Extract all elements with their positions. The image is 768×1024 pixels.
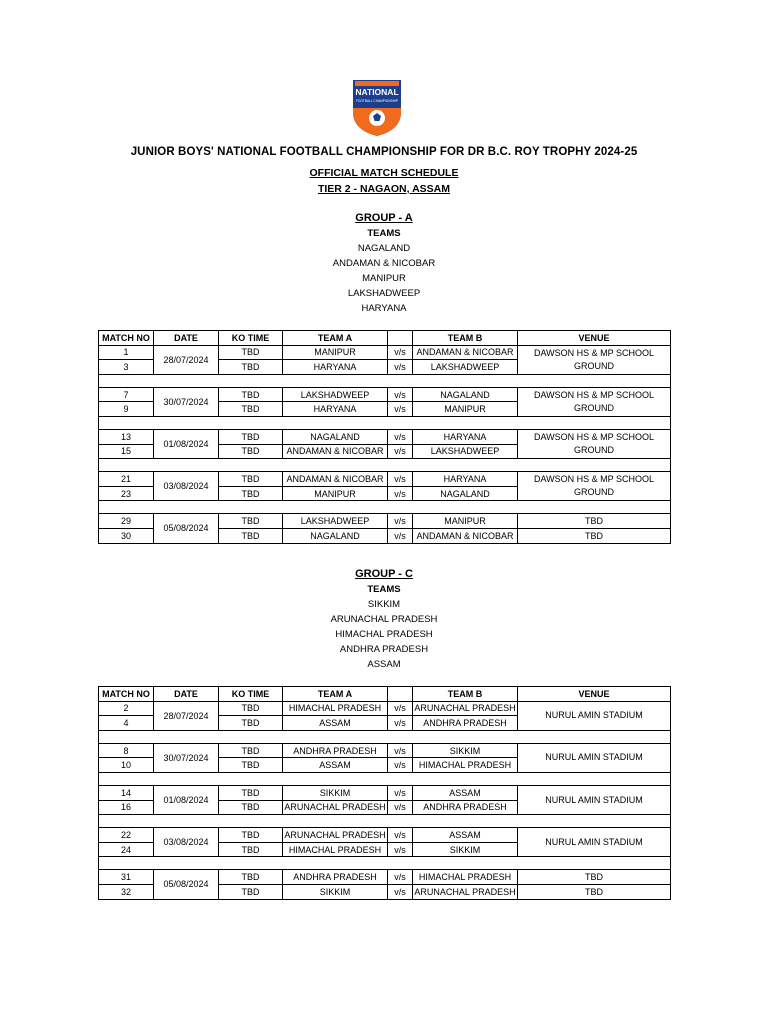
match-no: 24 — [99, 842, 154, 857]
team-a: MANIPUR — [283, 486, 388, 501]
venue: NURUL AMIN STADIUM — [518, 828, 671, 857]
team-a: SIKKIM — [283, 884, 388, 899]
versus: v/s — [388, 486, 413, 501]
match-no: 14 — [99, 785, 154, 800]
venue: NURUL AMIN STADIUM — [518, 743, 671, 772]
versus: v/s — [388, 387, 413, 402]
team-b: ASSAM — [413, 828, 518, 843]
championship-logo — [349, 78, 405, 138]
ko-time: TBD — [219, 444, 283, 459]
page-title: JUNIOR BOYS' NATIONAL FOOTBALL CHAMPIONSHIP FOR DR B.C. ROY TROPHY 2024-25 — [130, 146, 638, 158]
schedule-subtitle: OFFICIAL MATCH SCHEDULE — [309, 167, 459, 179]
ko-time: TBD — [219, 387, 283, 402]
team-a: NAGALAND — [283, 429, 388, 444]
col-vs — [388, 331, 413, 346]
ko-time: TBD — [219, 716, 283, 731]
ko-time: TBD — [219, 528, 283, 543]
versus: v/s — [388, 360, 413, 375]
team-name: ANDAMAN & NICOBAR — [332, 258, 436, 269]
spacer-row — [99, 416, 671, 429]
table-header-row — [99, 331, 671, 346]
ko-time: TBD — [219, 785, 283, 800]
team-a: HIMACHAL PRADESH — [283, 842, 388, 857]
spacer-row — [99, 730, 671, 743]
match-no: 7 — [99, 387, 154, 402]
ko-time: TBD — [219, 743, 283, 758]
team-a: ASSAM — [283, 758, 388, 773]
ko-time: TBD — [219, 842, 283, 857]
team-name: SIKKIM — [367, 599, 401, 610]
match-no: 30 — [99, 528, 154, 543]
svg-text:FOOTBALL CHAMPIONSHIP: FOOTBALL CHAMPIONSHIP — [355, 99, 399, 103]
team-a: ASSAM — [283, 716, 388, 731]
match-no: 9 — [99, 402, 154, 417]
venue: DAWSON HS & MP SCHOOL GROUND — [518, 387, 671, 416]
col-vs — [388, 687, 413, 702]
ko-time: TBD — [219, 800, 283, 815]
table-row — [99, 514, 671, 529]
versus: v/s — [388, 800, 413, 815]
table-row — [99, 828, 671, 843]
match-no: 1 — [99, 345, 154, 360]
team-b: ARUNACHAL PRADESH — [413, 701, 518, 716]
team-a: ANDHRA PRADESH — [283, 870, 388, 885]
spacer-row — [99, 501, 671, 514]
match-date: 30/07/2024 — [154, 387, 219, 416]
match-date: 03/08/2024 — [154, 472, 219, 501]
team-a: LAKSHADWEEP — [283, 387, 388, 402]
group-a-schedule-table — [98, 330, 671, 544]
team-b: SIKKIM — [413, 842, 518, 857]
team-b: MANIPUR — [413, 402, 518, 417]
team-a: ANDHRA PRADESH — [283, 743, 388, 758]
team-a: NAGALAND — [283, 528, 388, 543]
table-row — [99, 785, 671, 800]
team-b: HARYANA — [413, 429, 518, 444]
match-date: 05/08/2024 — [154, 870, 219, 899]
versus: v/s — [388, 472, 413, 487]
team-b: HIMACHAL PRADESH — [413, 870, 518, 885]
ko-time: TBD — [219, 514, 283, 529]
team-name: ASSAM — [367, 659, 401, 670]
match-date: 03/08/2024 — [154, 828, 219, 857]
table-row — [99, 345, 671, 360]
spacer-row — [99, 772, 671, 785]
team-b: ANDHRA PRADESH — [413, 800, 518, 815]
group-c-header — [0, 567, 768, 672]
ko-time: TBD — [219, 701, 283, 716]
match-no: 15 — [99, 444, 154, 459]
table-row — [99, 701, 671, 716]
match-no: 16 — [99, 800, 154, 815]
versus: v/s — [388, 842, 413, 857]
ko-time: TBD — [219, 472, 283, 487]
versus: v/s — [388, 444, 413, 459]
match-no: 13 — [99, 429, 154, 444]
team-name: HIMACHAL PRADESH — [335, 629, 433, 640]
col-team-a: TEAM A — [283, 331, 388, 346]
versus: v/s — [388, 429, 413, 444]
team-a: MANIPUR — [283, 345, 388, 360]
versus: v/s — [388, 402, 413, 417]
team-b: SIKKIM — [413, 743, 518, 758]
team-name: HARYANA — [361, 303, 407, 314]
match-no: 29 — [99, 514, 154, 529]
versus: v/s — [388, 345, 413, 360]
match-date: 01/08/2024 — [154, 785, 219, 814]
col-venue: VENUE — [518, 331, 671, 346]
versus: v/s — [388, 828, 413, 843]
team-b: LAKSHADWEEP — [413, 444, 518, 459]
team-a: ARUNACHAL PRADESH — [283, 828, 388, 843]
team-a: ANDAMAN & NICOBAR — [283, 444, 388, 459]
match-no: 10 — [99, 758, 154, 773]
match-no: 21 — [99, 472, 154, 487]
versus: v/s — [388, 870, 413, 885]
match-date: 01/08/2024 — [154, 429, 219, 458]
col-venue: VENUE — [518, 687, 671, 702]
ko-time: TBD — [219, 828, 283, 843]
spacer-row — [99, 815, 671, 828]
team-name: MANIPUR — [362, 273, 406, 284]
table-row — [99, 472, 671, 487]
match-no: 23 — [99, 486, 154, 501]
table-row — [99, 429, 671, 444]
team-b: ANDHRA PRADESH — [413, 716, 518, 731]
venue: TBD — [518, 514, 671, 529]
ko-time: TBD — [219, 486, 283, 501]
venue: TBD — [518, 870, 671, 885]
match-date: 28/07/2024 — [154, 701, 219, 730]
spacer-row — [99, 374, 671, 387]
venue: TBD — [518, 884, 671, 899]
venue: TBD — [518, 528, 671, 543]
venue: DAWSON HS & MP SCHOOL GROUND — [518, 429, 671, 458]
match-no: 32 — [99, 884, 154, 899]
col-team-b: TEAM B — [413, 331, 518, 346]
versus: v/s — [388, 758, 413, 773]
match-no: 2 — [99, 701, 154, 716]
team-b: HIMACHAL PRADESH — [413, 758, 518, 773]
versus: v/s — [388, 884, 413, 899]
col-match-no: MATCH NO — [99, 331, 154, 346]
venue: DAWSON HS & MP SCHOOL GROUND — [518, 472, 671, 501]
versus: v/s — [388, 701, 413, 716]
team-a: HARYANA — [283, 360, 388, 375]
team-a: HARYANA — [283, 402, 388, 417]
venue: NURUL AMIN STADIUM — [518, 785, 671, 814]
teams-label: TEAMS — [367, 584, 401, 595]
ko-time: TBD — [219, 758, 283, 773]
table-row — [99, 743, 671, 758]
team-name: LAKSHADWEEP — [347, 288, 421, 299]
ko-time: TBD — [219, 345, 283, 360]
team-b: MANIPUR — [413, 514, 518, 529]
table-row — [99, 870, 671, 885]
group-name: GROUP - C — [355, 568, 413, 580]
ko-time: TBD — [219, 870, 283, 885]
match-date: 28/07/2024 — [154, 345, 219, 374]
team-a: HIMACHAL PRADESH — [283, 701, 388, 716]
versus: v/s — [388, 743, 413, 758]
ko-time: TBD — [219, 402, 283, 417]
ko-time: TBD — [219, 360, 283, 375]
match-no: 8 — [99, 743, 154, 758]
versus: v/s — [388, 785, 413, 800]
group-name: GROUP - A — [355, 212, 413, 224]
col-ko-time: KO TIME — [219, 687, 283, 702]
col-match-no: MATCH NO — [99, 687, 154, 702]
col-date: DATE — [154, 331, 219, 346]
team-a: ANDAMAN & NICOBAR — [283, 472, 388, 487]
team-b: ASSAM — [413, 785, 518, 800]
match-no: 4 — [99, 716, 154, 731]
team-a: LAKSHADWEEP — [283, 514, 388, 529]
tier-title: TIER 2 - NAGAON, ASSAM — [317, 183, 451, 195]
table-header-row — [99, 687, 671, 702]
group-a-header — [0, 211, 768, 316]
team-b: HARYANA — [413, 472, 518, 487]
team-b: ARUNACHAL PRADESH — [413, 884, 518, 899]
team-name: ANDHRA PRADESH — [339, 644, 429, 655]
team-b: LAKSHADWEEP — [413, 360, 518, 375]
col-date: DATE — [154, 687, 219, 702]
ko-time: TBD — [219, 429, 283, 444]
group-c-schedule-table — [98, 686, 671, 900]
match-no: 22 — [99, 828, 154, 843]
venue: DAWSON HS & MP SCHOOL GROUND — [518, 345, 671, 374]
team-a: ARUNACHAL PRADESH — [283, 800, 388, 815]
ko-time: TBD — [219, 884, 283, 899]
versus: v/s — [388, 514, 413, 529]
versus: v/s — [388, 528, 413, 543]
match-no: 31 — [99, 870, 154, 885]
team-a: SIKKIM — [283, 785, 388, 800]
col-team-b: TEAM B — [413, 687, 518, 702]
team-b: NAGALAND — [413, 486, 518, 501]
spacer-row — [99, 459, 671, 472]
team-name: ARUNACHAL PRADESH — [330, 614, 438, 625]
svg-text:NATIONAL: NATIONAL — [355, 87, 399, 97]
match-date: 30/07/2024 — [154, 743, 219, 772]
table-row — [99, 387, 671, 402]
col-ko-time: KO TIME — [219, 331, 283, 346]
match-no: 3 — [99, 360, 154, 375]
team-b: ANDAMAN & NICOBAR — [413, 345, 518, 360]
team-name: NAGALAND — [357, 243, 411, 254]
team-b: NAGALAND — [413, 387, 518, 402]
match-date: 05/08/2024 — [154, 514, 219, 543]
venue: NURUL AMIN STADIUM — [518, 701, 671, 730]
spacer-row — [99, 857, 671, 870]
teams-label: TEAMS — [367, 228, 401, 239]
col-team-a: TEAM A — [283, 687, 388, 702]
versus: v/s — [388, 716, 413, 731]
team-b: ANDAMAN & NICOBAR — [413, 528, 518, 543]
